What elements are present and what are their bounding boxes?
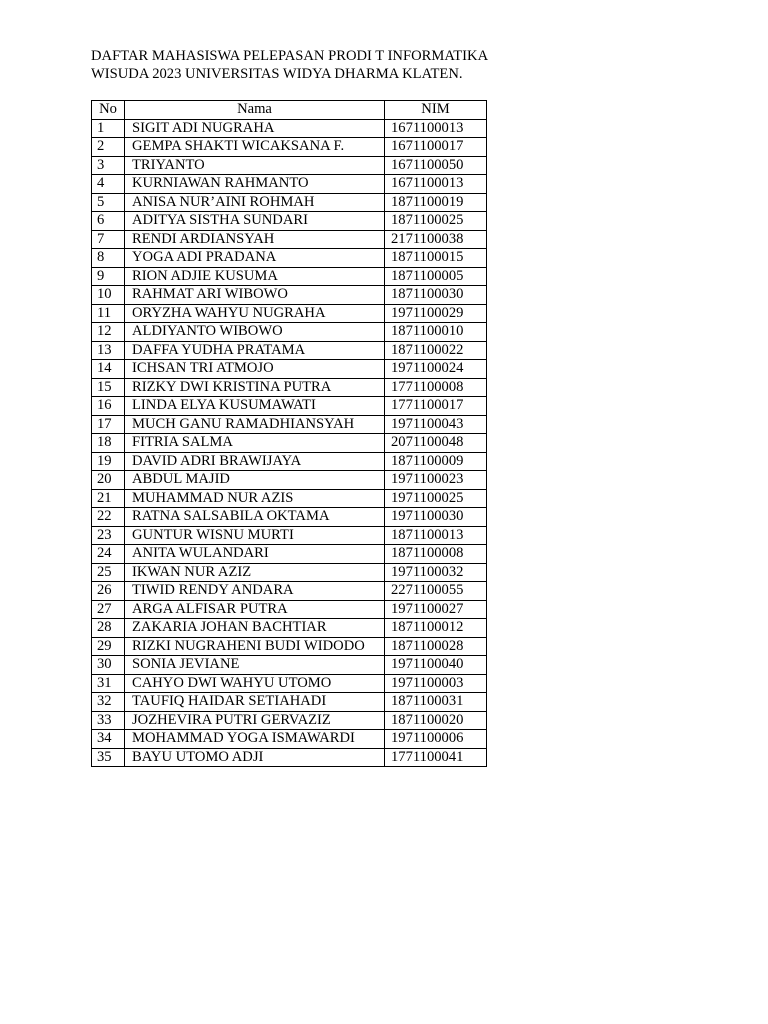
cell-nim: 1671100017 — [385, 138, 487, 157]
table-row — [92, 730, 487, 749]
table-row — [92, 526, 487, 545]
cell-nama: ZAKARIA JOHAN BACHTIAR — [125, 619, 385, 638]
cell-nim: 1871100008 — [385, 545, 487, 564]
cell-nama: SONIA JEVIANE — [125, 656, 385, 675]
cell-no: 28 — [92, 619, 125, 638]
cell-no: 19 — [92, 452, 125, 471]
cell-nim: 1871100031 — [385, 693, 487, 712]
cell-nama: RAHMAT ARI WIBOWO — [125, 286, 385, 305]
cell-nim: 1971100030 — [385, 508, 487, 527]
table-row — [92, 452, 487, 471]
cell-nama: FITRIA SALMA — [125, 434, 385, 453]
cell-no: 10 — [92, 286, 125, 305]
cell-nama: TRIYANTO — [125, 156, 385, 175]
cell-no: 21 — [92, 489, 125, 508]
cell-no: 5 — [92, 193, 125, 212]
cell-nim: 1971100025 — [385, 489, 487, 508]
table-row — [92, 323, 487, 342]
table-row — [92, 286, 487, 305]
cell-nama: ADITYA SISTHA SUNDARI — [125, 212, 385, 231]
cell-no: 12 — [92, 323, 125, 342]
table-row — [92, 378, 487, 397]
cell-nim: 1871100019 — [385, 193, 487, 212]
cell-nim: 1671100050 — [385, 156, 487, 175]
cell-no: 32 — [92, 693, 125, 712]
table-row — [92, 711, 487, 730]
cell-nim: 1871100012 — [385, 619, 487, 638]
cell-nim: 1871100005 — [385, 267, 487, 286]
cell-nama: MUCH GANU RAMADHIANSYAH — [125, 415, 385, 434]
cell-nama: ABDUL MAJID — [125, 471, 385, 490]
cell-nama: GEMPA SHAKTI WICAKSANA F. — [125, 138, 385, 157]
cell-nim: 1671100013 — [385, 175, 487, 194]
cell-nim: 1971100040 — [385, 656, 487, 675]
cell-nim: 2271100055 — [385, 582, 487, 601]
cell-nama: ARGA ALFISAR PUTRA — [125, 600, 385, 619]
cell-nim: 1971100003 — [385, 674, 487, 693]
cell-no: 18 — [92, 434, 125, 453]
cell-no: 35 — [92, 748, 125, 767]
cell-no: 7 — [92, 230, 125, 249]
cell-no: 27 — [92, 600, 125, 619]
table-row — [92, 212, 487, 231]
cell-nama: ORYZHA WAHYU NUGRAHA — [125, 304, 385, 323]
header-nama: Nama — [125, 101, 385, 120]
cell-nama: RATNA SALSABILA OKTAMA — [125, 508, 385, 527]
cell-nama: BAYU UTOMO ADJI — [125, 748, 385, 767]
cell-nama: SIGIT ADI NUGRAHA — [125, 119, 385, 138]
table-row — [92, 656, 487, 675]
cell-nim: 1971100027 — [385, 600, 487, 619]
cell-nim: 1871100025 — [385, 212, 487, 231]
cell-nama: DAVID ADRI BRAWIJAYA — [125, 452, 385, 471]
cell-no: 3 — [92, 156, 125, 175]
cell-nim: 1871100013 — [385, 526, 487, 545]
cell-nim: 2071100048 — [385, 434, 487, 453]
table-row — [92, 748, 487, 767]
cell-no: 17 — [92, 415, 125, 434]
table-row — [92, 415, 487, 434]
cell-no: 13 — [92, 341, 125, 360]
cell-nama: IKWAN NUR AZIZ — [125, 563, 385, 582]
document-heading — [91, 47, 488, 83]
cell-nama: MOHAMMAD YOGA ISMAWARDI — [125, 730, 385, 749]
cell-no: 9 — [92, 267, 125, 286]
cell-nama: TAUFIQ HAIDAR SETIAHADI — [125, 693, 385, 712]
cell-nim: 1971100024 — [385, 360, 487, 379]
cell-no: 4 — [92, 175, 125, 194]
cell-nama: ALDIYANTO WIBOWO — [125, 323, 385, 342]
table-row — [92, 563, 487, 582]
cell-nim: 1871100015 — [385, 249, 487, 268]
table-row — [92, 397, 487, 416]
cell-nama: RIZKY DWI KRISTINA PUTRA — [125, 378, 385, 397]
cell-no: 24 — [92, 545, 125, 564]
cell-nama: RENDI ARDIANSYAH — [125, 230, 385, 249]
cell-nim: 2171100038 — [385, 230, 487, 249]
cell-no: 33 — [92, 711, 125, 730]
table-row — [92, 193, 487, 212]
cell-no: 1 — [92, 119, 125, 138]
cell-nim: 1971100023 — [385, 471, 487, 490]
table-row — [92, 693, 487, 712]
cell-no: 14 — [92, 360, 125, 379]
table-row — [92, 304, 487, 323]
cell-nim: 1971100032 — [385, 563, 487, 582]
table-row — [92, 249, 487, 268]
cell-nim: 1871100028 — [385, 637, 487, 656]
cell-nama: KURNIAWAN RAHMANTO — [125, 175, 385, 194]
cell-no: 20 — [92, 471, 125, 490]
table-row — [92, 138, 487, 157]
table-row — [92, 267, 487, 286]
cell-nama: DAFFA YUDHA PRATAMA — [125, 341, 385, 360]
table-row — [92, 341, 487, 360]
cell-no: 2 — [92, 138, 125, 157]
table-row — [92, 619, 487, 638]
cell-no: 15 — [92, 378, 125, 397]
table-row — [92, 360, 487, 379]
table-row — [92, 674, 487, 693]
cell-nama: MUHAMMAD NUR AZIS — [125, 489, 385, 508]
cell-nim: 1871100010 — [385, 323, 487, 342]
cell-no: 25 — [92, 563, 125, 582]
cell-nama: GUNTUR WISNU MURTI — [125, 526, 385, 545]
table-row — [92, 230, 487, 249]
table-row — [92, 434, 487, 453]
cell-nim: 1871100022 — [385, 341, 487, 360]
cell-nama: YOGA ADI PRADANA — [125, 249, 385, 268]
table-row — [92, 119, 487, 138]
cell-nama: ICHSAN TRI ATMOJO — [125, 360, 385, 379]
cell-nim: 1871100009 — [385, 452, 487, 471]
cell-no: 23 — [92, 526, 125, 545]
cell-nim: 1871100020 — [385, 711, 487, 730]
cell-no: 34 — [92, 730, 125, 749]
cell-no: 26 — [92, 582, 125, 601]
cell-nama: RION ADJIE KUSUMA — [125, 267, 385, 286]
graduate-list-table — [91, 100, 487, 767]
table-body — [92, 119, 487, 767]
table-row — [92, 508, 487, 527]
table-row — [92, 600, 487, 619]
cell-nim: 1771100017 — [385, 397, 487, 416]
cell-nama: ANISA NUR’AINI ROHMAH — [125, 193, 385, 212]
table-row — [92, 471, 487, 490]
cell-nim: 1871100030 — [385, 286, 487, 305]
cell-no: 22 — [92, 508, 125, 527]
header-nim: NIM — [385, 101, 487, 120]
cell-nama: JOZHEVIRA PUTRI GERVAZIZ — [125, 711, 385, 730]
header-no: No — [92, 101, 125, 120]
table-header-row — [92, 101, 487, 120]
table-row — [92, 489, 487, 508]
heading-line-2: WISUDA 2023 UNIVERSITAS WIDYA DHARMA KLATEN. — [91, 66, 463, 82]
heading-line-1: DAFTAR MAHASISWA PELEPASAN PRODI T INFORMATIKA — [91, 48, 489, 64]
cell-nim: 1771100008 — [385, 378, 487, 397]
cell-nim: 1971100029 — [385, 304, 487, 323]
cell-nama: TIWID RENDY ANDARA — [125, 582, 385, 601]
cell-no: 16 — [92, 397, 125, 416]
cell-nim: 1671100013 — [385, 119, 487, 138]
cell-nim: 1771100041 — [385, 748, 487, 767]
table-row — [92, 175, 487, 194]
cell-nama: CAHYO DWI WAHYU UTOMO — [125, 674, 385, 693]
table-row — [92, 637, 487, 656]
cell-no: 8 — [92, 249, 125, 268]
table-row — [92, 545, 487, 564]
cell-nama: ANITA WULANDARI — [125, 545, 385, 564]
cell-nim: 1971100043 — [385, 415, 487, 434]
table-row — [92, 156, 487, 175]
cell-no: 29 — [92, 637, 125, 656]
cell-no: 31 — [92, 674, 125, 693]
cell-no: 30 — [92, 656, 125, 675]
cell-nama: RIZKI NUGRAHENI BUDI WIDODO — [125, 637, 385, 656]
cell-nama: LINDA ELYA KUSUMAWATI — [125, 397, 385, 416]
cell-no: 6 — [92, 212, 125, 231]
cell-no: 11 — [92, 304, 125, 323]
cell-nim: 1971100006 — [385, 730, 487, 749]
table-row — [92, 582, 487, 601]
